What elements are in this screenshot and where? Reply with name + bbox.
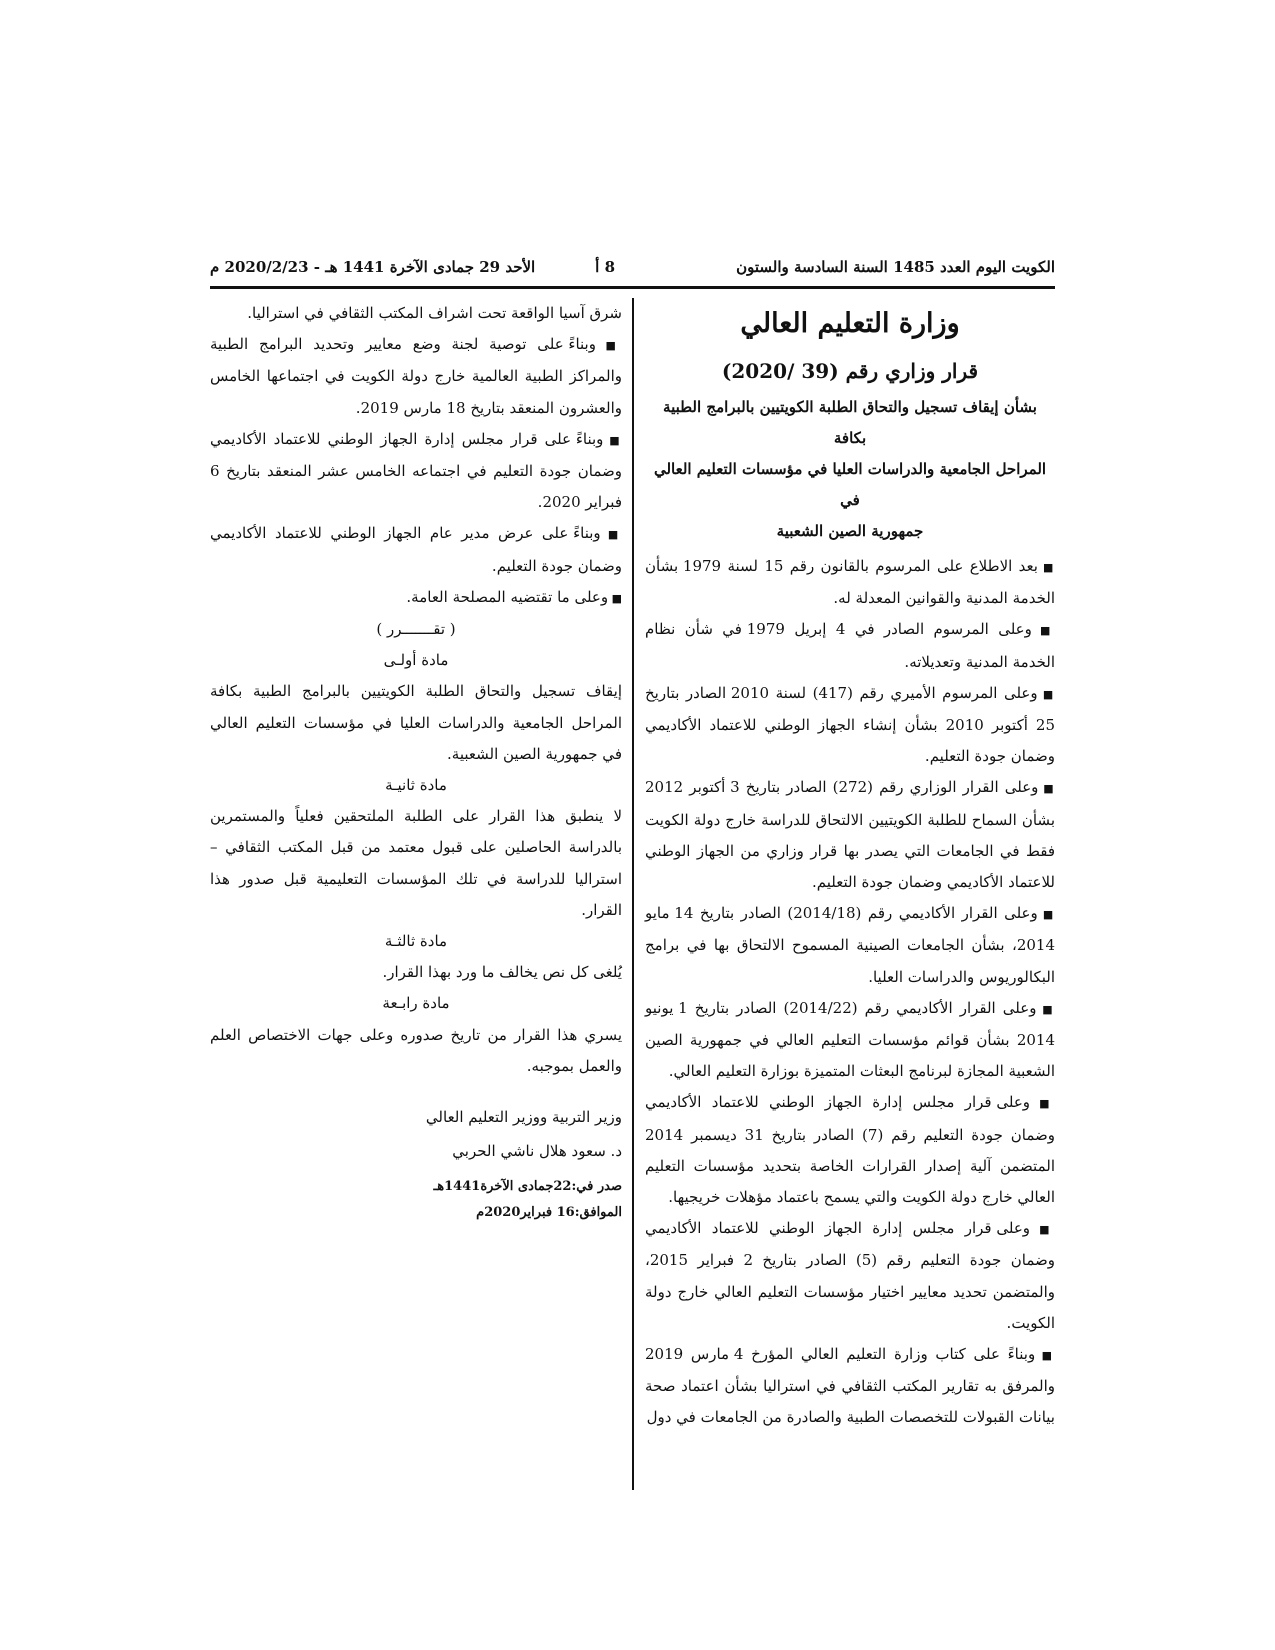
subject-line: بشأن إيقاف تسجيل والتحاق الطلبة الكويتيين بالبرامج الطبية بكافة (663, 398, 1037, 447)
preamble-paragraph: ■ وبناءً على توصية لجنة وضع معايير وتحديد البرامج الطبية والمراكز الطبية العالمية خارج دولة الكويت في اجتماعها الخامس والعشرون المنعقد بتاريخ 18 مارس 2019. (210, 329, 622, 424)
article-title: مادة ثالثـة (384, 932, 448, 951)
decides-heading: ( تقـــــــرر ) (376, 620, 456, 639)
preamble-paragraph: ■ وعلى القرار الأكاديمي رقم (2014/18) الصادر بتاريخ 14 مايو 2014، بشأن الجامعات الصينية المسموح الالتحاق بها في برامج البكالوريوس والدراسات العليا. (645, 898, 1055, 993)
ministry-title: وزارة التعليم العالي (740, 308, 960, 339)
signature-name: د. سعود هلال ناشي الحربي (452, 1142, 622, 1161)
header-issue: الكويت اليوم العدد 1485 السنة السادسة والستون (736, 258, 1055, 276)
header-date: الأحد 29 جمادى الآخرة 1441 هـ - 2020/2/23 م (210, 258, 536, 276)
left-column (210, 298, 622, 1226)
preamble-paragraph: ■ بعد الاطلاع على المرسوم بالقانون رقم 15 لسنة 1979 بشأن الخدمة المدنية والقوانين المعدلة له. (645, 551, 1055, 614)
preamble-paragraph: ■ وعلى ما تقتضيه المصلحة العامة. (210, 582, 622, 614)
decree-subject (645, 392, 1055, 547)
preamble-paragraph: ■ وعلى المرسوم الأميري رقم (417) لسنة 2010 الصادر بتاريخ 25 أكتوبر 2010 بشأن إنشاء الجهاز الوطني للاعتماد الأكاديمي وضمان جودة التعليم. (645, 678, 1055, 773)
preamble-paragraph: ■ وبناءً على قرار مجلس إدارة الجهاز الوطني للاعتماد الأكاديمي وضمان جودة التعليم في اجتماعه الخامس عشر المنعقد بتاريخ 6 فبراير 2020. (210, 424, 622, 519)
article-text: يُلغى كل نص يخالف ما ورد بهذا القرار. (382, 963, 622, 982)
issued-hijri: صدر في:22جمادى الآخرة1441هـ (433, 1179, 622, 1195)
preamble-paragraph: ■ وبناءً على كتاب وزارة التعليم العالي المؤرخ 4 مارس 2019 والمرفق به تقارير المكتب الثقافي في استراليا بشأن اعتماد صحة بيانات القبولات للتخصصات الطبية والصادرة من الجامعات في دول (645, 1339, 1055, 1434)
article-title: مادة أولـى (383, 651, 449, 670)
subject-line: المراحل الجامعية والدراسات العليا في مؤسسات التعليم العالي في (653, 460, 1047, 509)
article-text: لا ينطبق هذا القرار على الطلبة الملتحقين فعلياً والمستمرين بالدراسة الحاصلين على قبول معتمد من قبل المكتب الثقافي – استراليا للدراسة في تلك المؤسسات التعليمية قبل صدور هذا القرار. (210, 807, 622, 919)
preamble-paragraph: ■ وبناءً على عرض مدير عام الجهاز الوطني للاعتماد الأكاديمي وضمان جودة التعليم. (210, 518, 622, 581)
preamble-paragraph: ■ وعلى المرسوم الصادر في 4 إبريل 1979 في شأن نظام الخدمة المدنية وتعديلاته. (645, 614, 1055, 677)
column-divider (632, 298, 634, 1490)
signature-title: وزير التربية ووزير التعليم العالي (425, 1108, 622, 1127)
preamble-paragraph: ■ وعلى قرار مجلس إدارة الجهاز الوطني للاعتماد الأكاديمي وضمان جودة التعليم رقم (7) الصادر بتاريخ 31 ديسمبر 2014 المتضمن آلية إصدار القرارات الخاصة بتحديد مؤسسات التعليم العالي خارج دولة الكويت والتي يسمح باعتماد مؤهلات خريجيها. (645, 1087, 1055, 1213)
decree-title: قرار وزاري رقم (39 /2020) (721, 359, 979, 383)
right-column (645, 298, 1055, 1434)
preamble-paragraph: ■ وعلى قرار مجلس إدارة الجهاز الوطني للاعتماد الأكاديمي وضمان جودة التعليم رقم (5) الصادر بتاريخ 2 فبراير 2015، والمتضمن تحديد معايير اختيار مؤسسات التعليم العالي خارج دولة الكويت. (645, 1213, 1055, 1339)
article-title: مادة ثانيـة (385, 776, 447, 795)
article-text: إيقاف تسجيل والتحاق الطلبة الكويتيين بالبرامج الطبية بكافة المراحل الجامعية والدراسات العليا في مؤسسات التعليم العالي في جمهورية الصين الشعبية. (210, 682, 622, 763)
continuation-paragraph: شرق آسيا الواقعة تحت اشراف المكتب الثقافي في استراليا. (247, 304, 622, 322)
issue-dates (210, 1174, 622, 1226)
header-page-number: 8 أ (595, 258, 615, 276)
preamble-paragraph: ■ وعلى القرار الوزاري رقم (272) الصادر بتاريخ 3 أكتوبر 2012 بشأن السماح للطلبة الكويتيين الالتحاق للدراسة خارج دولة الكويت فقط في الجامعات التي يصدر بها قرار وزاري من الجهاز الوطني للاعتماد الأكاديمي وضمان جودة التعليم. (645, 772, 1055, 898)
article-title: مادة رابـعة (382, 994, 450, 1013)
page-header (210, 258, 1055, 286)
issued-gregorian: الموافق:16 فبراير2020م (476, 1205, 622, 1221)
header-rule (210, 286, 1055, 289)
preamble-paragraph: ■ وعلى القرار الأكاديمي رقم (2014/22) الصادر بتاريخ 1 يونيو 2014 بشأن قوائم مؤسسات التعليم العالي في جمهورية الصين الشعبية المجازة لبرنامج البعثات المتميزة بوزارة التعليم العالي. (645, 993, 1055, 1088)
signature-block (210, 1100, 622, 1168)
article-text: يسري هذا القرار من تاريخ صدوره وعلى جهات الاختصاص العلم والعمل بموجبه. (210, 1025, 622, 1075)
subject-line: جمهورية الصين الشعبية (776, 522, 924, 540)
